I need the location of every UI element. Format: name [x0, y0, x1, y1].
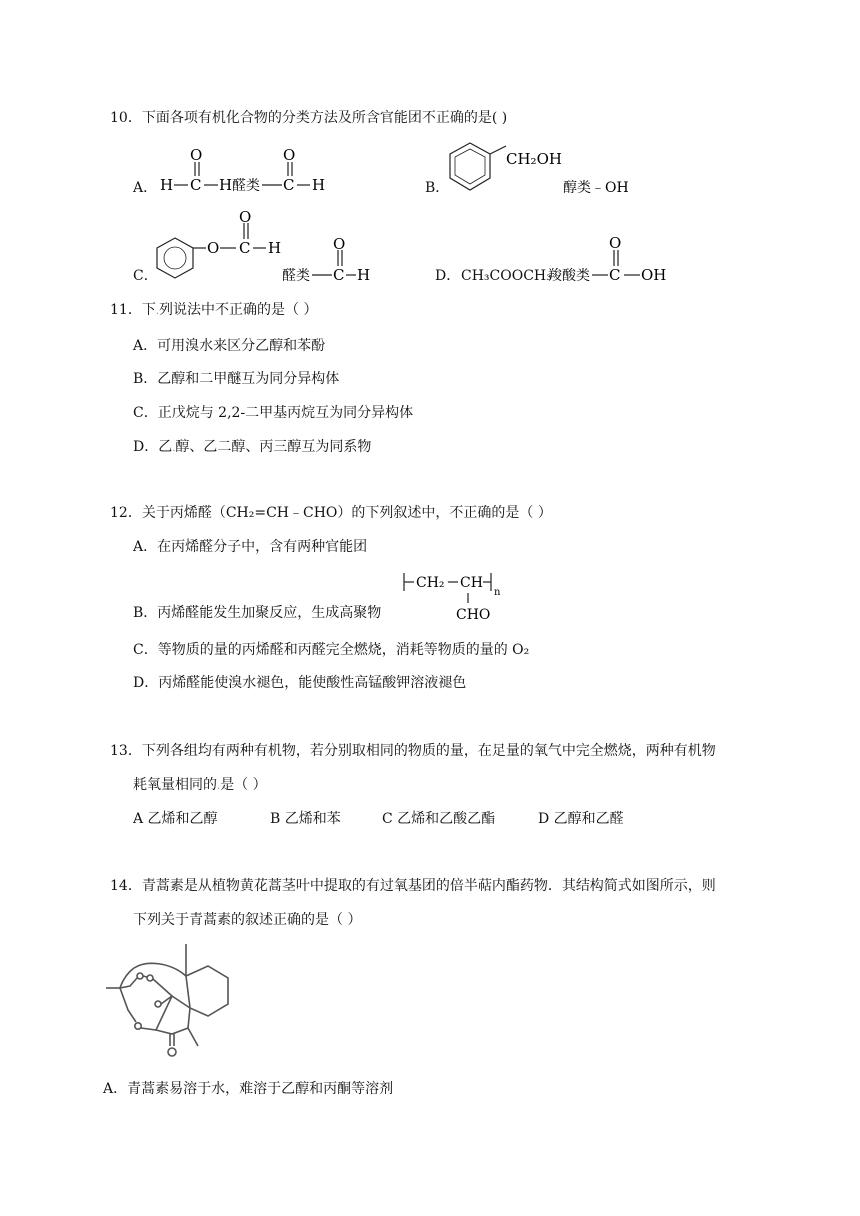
svg-text:H: H	[357, 266, 371, 284]
svg-text:C: C	[190, 176, 202, 194]
q12-polymer-structure	[400, 569, 510, 625]
q11-option-c: C．正戊烷与 2,2-二甲基丙烷互为同分异构体	[133, 405, 414, 421]
svg-text:O: O	[207, 239, 220, 257]
q13-option-b: B 乙烯和苯	[270, 811, 341, 827]
svg-text:O: O	[190, 146, 203, 164]
q10-option-c-structure	[150, 208, 371, 288]
svg-text:H: H	[312, 176, 326, 194]
svg-text:C: C	[609, 266, 621, 284]
q11-option-a: A．可用溴水来区分乙醇和苯酚	[133, 338, 326, 354]
svg-text:C: C	[283, 176, 295, 194]
q14-stem-line2: 下列关于青蒿素的叙述正确的是（ ）	[133, 912, 362, 928]
q10-option-b-label: B．	[425, 180, 450, 196]
q10-option-d-formula: CH₃COOCH₃	[461, 268, 552, 284]
q14-option-a: A．青蒿素易溶于水，难溶于乙醇和丙酮等溶剂	[103, 1081, 394, 1097]
svg-text:醛类: 醛类	[282, 268, 310, 284]
svg-text:CH₂: CH₂	[416, 575, 445, 591]
q10-option-a-structure	[158, 146, 333, 194]
q10-option-d-label: D．	[435, 268, 461, 284]
q13-option-c: C 乙烯和乙酸乙酯	[382, 811, 496, 827]
svg-text:H: H	[160, 176, 174, 194]
q14-stem-line1: 14．青蒿素是从植物黄花蒿茎叶中提取的有过氧基团的倍半萜内酯药物．其结构简式如图所示，则	[110, 878, 716, 894]
svg-text:醇类﹣OH: 醇类﹣OH	[563, 180, 629, 196]
q10-stem: 10．下面各项有机化合物的分类方法及所含官能团不正确的是( )	[110, 110, 508, 126]
svg-text:羧酸类: 羧酸类	[548, 268, 590, 284]
q13-option-d: D 乙醇和乙醛	[538, 811, 624, 827]
svg-text:CH: CH	[460, 575, 483, 591]
svg-text:n: n	[494, 587, 501, 598]
svg-text:O: O	[239, 208, 252, 226]
q12-option-b: B．丙烯醛能发生加聚反应，生成高聚物	[133, 605, 382, 621]
q13-stem-line1: 13．下列各组均有两种有机物，若分别取相同的物质的量，在足量的氧气中完全燃烧，两种有机物	[110, 743, 716, 759]
svg-text:H: H	[219, 176, 233, 194]
q10-option-a-label: A．	[133, 180, 158, 196]
q10-option-b-structure	[446, 138, 646, 198]
svg-text:O: O	[609, 234, 622, 252]
q11-option-b: B．乙醇和二甲醚互为同分异构体	[133, 371, 340, 387]
q10-option-d-structure	[548, 234, 673, 284]
svg-text:O: O	[283, 146, 296, 164]
q11-option-d: D．乙.醇、乙二醇、丙三醇互为同系物	[133, 439, 372, 455]
svg-text:C: C	[333, 266, 345, 284]
svg-text:CHO: CHO	[456, 607, 491, 623]
q10-option-c-label: C．	[133, 268, 158, 284]
q12-option-c: C．等物质的量的丙烯醛和丙醛完全燃烧，消耗等物质的量的 O₂	[133, 642, 530, 658]
svg-text:C: C	[239, 239, 251, 257]
svg-text:H: H	[268, 239, 282, 257]
artemisinin-structure	[100, 938, 235, 1063]
svg-text:醛类: 醛类	[232, 178, 260, 194]
q12-stem: 12．关于丙烯醛（CH₂=CH﹣CHO）的下列叙述中，不正确的是（ ）	[110, 505, 552, 521]
svg-text:OH: OH	[641, 266, 667, 284]
q12-option-d: D．丙烯醛能使溴水褪色，能使酸性高锰酸钾溶液褪色	[133, 675, 467, 691]
q13-stem-line2: 耗氧量相同的.是（ ）	[133, 777, 267, 793]
q13-option-a: A 乙烯和乙醇	[133, 811, 218, 827]
svg-text:O: O	[333, 235, 346, 253]
svg-text:CH₂OH: CH₂OH	[506, 150, 562, 168]
q12-option-a: A．在丙烯醛分子中，含有两种官能团	[133, 539, 368, 555]
q11-stem: 11．下.列说法中不正确的是（ ）	[110, 302, 318, 318]
